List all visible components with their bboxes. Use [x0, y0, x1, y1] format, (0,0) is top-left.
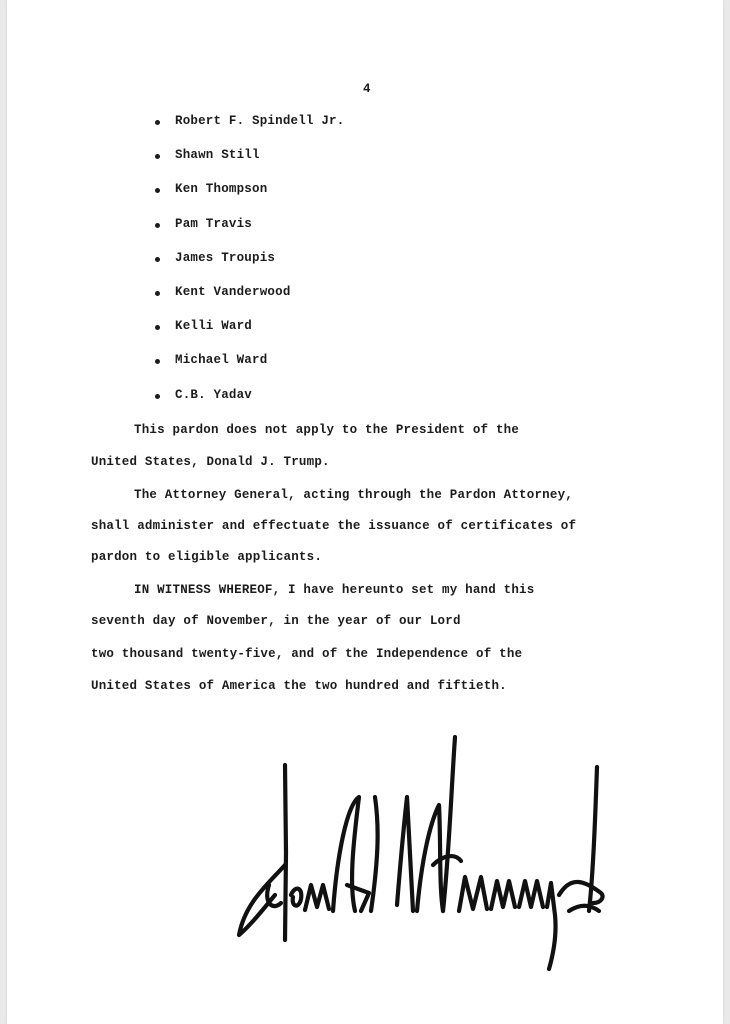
name-text: Michael Ward — [175, 353, 268, 368]
name-text: Robert F. Spindell Jr. — [175, 114, 345, 128]
list-item — [155, 353, 344, 387]
list-item — [155, 251, 344, 285]
bullet-icon — [155, 394, 160, 399]
name-text: C.B. Yadav — [175, 387, 253, 402]
bullet-icon — [155, 154, 160, 159]
name-text: Shawn Still — [175, 148, 260, 163]
paragraph-line: pardon to eligible applicants. — [91, 550, 323, 564]
bullet-icon — [155, 223, 160, 228]
list-item — [155, 148, 344, 182]
paragraph-line: This pardon does not apply to the President of the — [134, 423, 520, 437]
bullet-icon — [155, 257, 160, 262]
document-page — [7, 0, 723, 1024]
name-text: James Troupis — [175, 250, 276, 265]
list-item — [155, 285, 344, 319]
names-list — [155, 114, 344, 422]
name-text: Kelli Ward — [175, 319, 253, 334]
signature — [229, 735, 609, 975]
bullet-icon — [155, 291, 160, 296]
list-item — [155, 217, 344, 251]
name-text: Ken Thompson — [175, 182, 268, 197]
paragraph-line: The Attorney General, acting through the Pardon Attorney, — [134, 488, 573, 502]
paragraph-line: United States, Donald J. Trump. — [91, 455, 330, 469]
list-item — [155, 114, 344, 148]
bullet-icon — [155, 325, 160, 330]
bullet-icon — [155, 188, 160, 193]
bullet-icon — [155, 359, 160, 364]
name-text: Kent Vanderwood — [175, 284, 291, 299]
page-number: 4 — [363, 82, 371, 96]
list-item — [155, 388, 344, 422]
paragraph-line: two thousand twenty-five, and of the Independence of the — [91, 647, 523, 661]
paragraph-line: seventh day of November, in the year of our Lord — [91, 614, 461, 628]
list-item — [155, 182, 344, 216]
paragraph-line: IN WITNESS WHEREOF, I have hereunto set my hand this — [134, 583, 535, 597]
list-item — [155, 319, 344, 353]
paragraph-line: United States of America the two hundred and fiftieth. — [91, 679, 507, 693]
name-text: Pam Travis — [175, 216, 253, 231]
paragraph-line: shall administer and effectuate the issuance of certificates of — [91, 519, 577, 533]
bullet-icon — [155, 120, 160, 125]
